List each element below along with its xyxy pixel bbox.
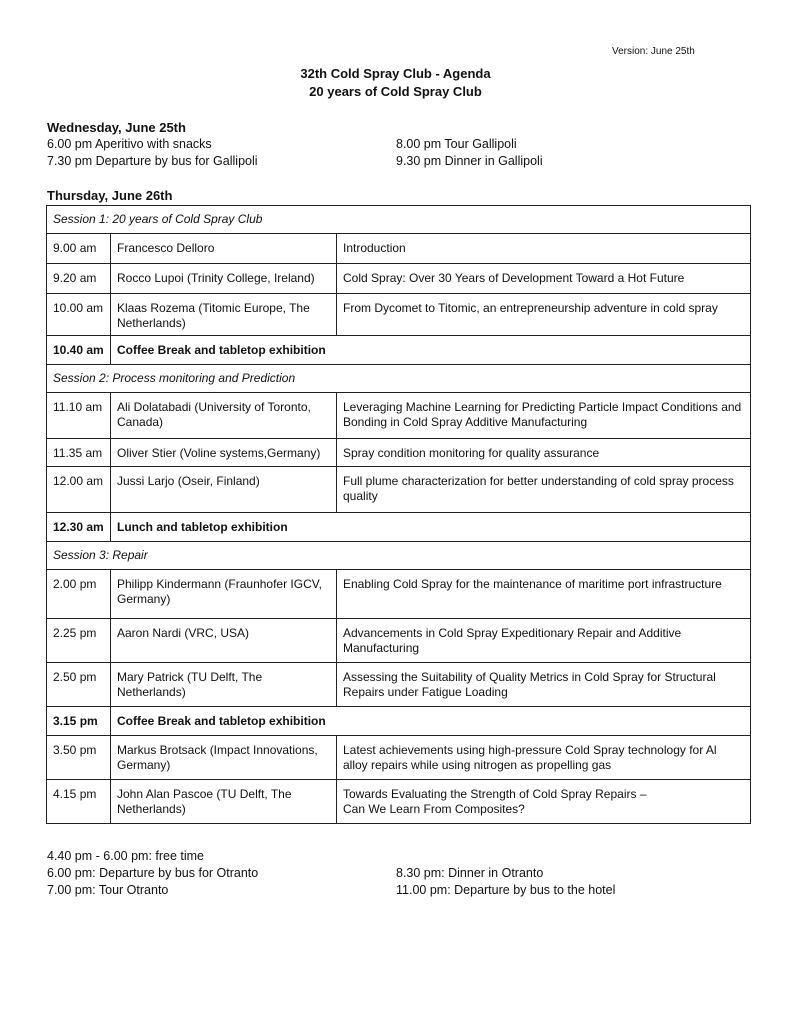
evening-item: 4.40 pm - 6.00 pm: free time (47, 849, 205, 863)
talk-speaker: Francesco Delloro (111, 234, 337, 264)
agenda-table (46, 205, 751, 824)
page-subtitle: 20 years of Cold Spray Club (309, 84, 482, 99)
talk-title: From Dycomet to Titomic, an entrepreneurship adventure in cold spray (337, 294, 751, 336)
talk-speaker: Klaas Rozema (Titomic Europe, The Netherlands) (111, 294, 337, 336)
talk-time: 11.35 am (47, 439, 111, 467)
talk-title: Towards Evaluating the Strength of Cold Spray Repairs – Can We Learn From Composites? (337, 780, 751, 824)
evening-item: 6.00 pm: Departure by bus for Otranto (47, 866, 259, 880)
session-title: Session 3: Repair (47, 542, 751, 570)
talk-title: Leveraging Machine Learning for Predicting Particle Impact Conditions and Bonding in Cold Spray Additive Manufacturing (337, 393, 751, 439)
talk-time: 9.20 am (47, 264, 111, 294)
wednesday-heading: Wednesday, June 25th (47, 120, 186, 135)
talk-speaker: Philipp Kindermann (Fraunhofer IGCV, Germany) (111, 570, 337, 619)
talk-title: Spray condition monitoring for quality assurance (337, 439, 751, 467)
evening-item: 7.00 pm: Tour Otranto (47, 883, 169, 897)
talk-time: 4.15 pm (47, 780, 111, 824)
talk-title: Enabling Cold Spray for the maintenance of maritime port infrastructure (337, 570, 751, 619)
talk-speaker: Markus Brotsack (Impact Innovations, Germany) (111, 736, 337, 780)
talk-row (47, 264, 751, 294)
talk-row (47, 619, 751, 663)
talk-title: Full plume characterization for better understanding of cold spray process quality (337, 467, 751, 513)
talk-speaker: Mary Patrick (TU Delft, The Netherlands) (111, 663, 337, 707)
talk-time: 3.50 pm (47, 736, 111, 780)
wednesday-item: 9.30 pm Dinner in Gallipoli (396, 154, 543, 168)
talk-row (47, 663, 751, 707)
talk-row (47, 439, 751, 467)
talk-speaker: Aaron Nardi (VRC, USA) (111, 619, 337, 663)
break-time: 10.40 am (47, 336, 111, 365)
talk-time: 10.00 am (47, 294, 111, 336)
talk-title: Cold Spray: Over 30 Years of Development Toward a Hot Future (337, 264, 751, 294)
talk-time: 2.50 pm (47, 663, 111, 707)
talk-row (47, 467, 751, 513)
talk-title: Latest achievements using high-pressure Cold Spray technology for Al alloy repairs while using nitrogen as propelling gas (337, 736, 751, 780)
break-label: Coffee Break and tabletop exhibition (111, 336, 751, 365)
talk-speaker: John Alan Pascoe (TU Delft, The Netherlands) (111, 780, 337, 824)
talk-row (47, 570, 751, 619)
talk-title: Advancements in Cold Spray Expeditionary Repair and Additive Manufacturing (337, 619, 751, 663)
wednesday-item: 7.30 pm Departure by bus for Gallipoli (47, 154, 258, 168)
break-label: Lunch and tabletop exhibition (111, 513, 751, 542)
session-title: Session 1: 20 years of Cold Spray Club (47, 206, 751, 234)
talk-time: 2.00 pm (47, 570, 111, 619)
session-row (47, 542, 751, 570)
thursday-heading: Thursday, June 26th (47, 188, 173, 203)
talk-speaker: Jussi Larjo (Oseir, Finland) (111, 467, 337, 513)
talk-row (47, 736, 751, 780)
talk-row (47, 780, 751, 824)
session-row (47, 206, 751, 234)
talk-row (47, 294, 751, 336)
break-row (47, 707, 751, 736)
talk-time: 9.00 am (47, 234, 111, 264)
break-time: 3.15 pm (47, 707, 111, 736)
talk-time: 11.10 am (47, 393, 111, 439)
talk-speaker: Rocco Lupoi (Trinity College, Ireland) (111, 264, 337, 294)
break-label: Coffee Break and tabletop exhibition (111, 707, 751, 736)
break-row (47, 513, 751, 542)
page-title: 32th Cold Spray Club - Agenda (300, 66, 491, 81)
wednesday-item: 6.00 pm Aperitivo with snacks (47, 137, 212, 151)
break-time: 12.30 am (47, 513, 111, 542)
talk-row (47, 234, 751, 264)
talk-speaker: Ali Dolatabadi (University of Toronto, Canada) (111, 393, 337, 439)
talk-time: 12.00 am (47, 467, 111, 513)
session-row (47, 365, 751, 393)
session-title: Session 2: Process monitoring and Prediction (47, 365, 751, 393)
talk-row (47, 393, 751, 439)
evening-item: 8.30 pm: Dinner in Otranto (396, 866, 544, 880)
break-row (47, 336, 751, 365)
talk-title: Introduction (337, 234, 751, 264)
wednesday-item: 8.00 pm Tour Gallipoli (396, 137, 517, 151)
version-label: Version: June 25th (612, 46, 695, 57)
talk-title: Assessing the Suitability of Quality Metrics in Cold Spray for Structural Repairs under Fatigue Loading (337, 663, 751, 707)
talk-speaker: Oliver Stier (Voline systems,Germany) (111, 439, 337, 467)
talk-time: 2.25 pm (47, 619, 111, 663)
evening-item: 11.00 pm: Departure by bus to the hotel (396, 883, 616, 897)
